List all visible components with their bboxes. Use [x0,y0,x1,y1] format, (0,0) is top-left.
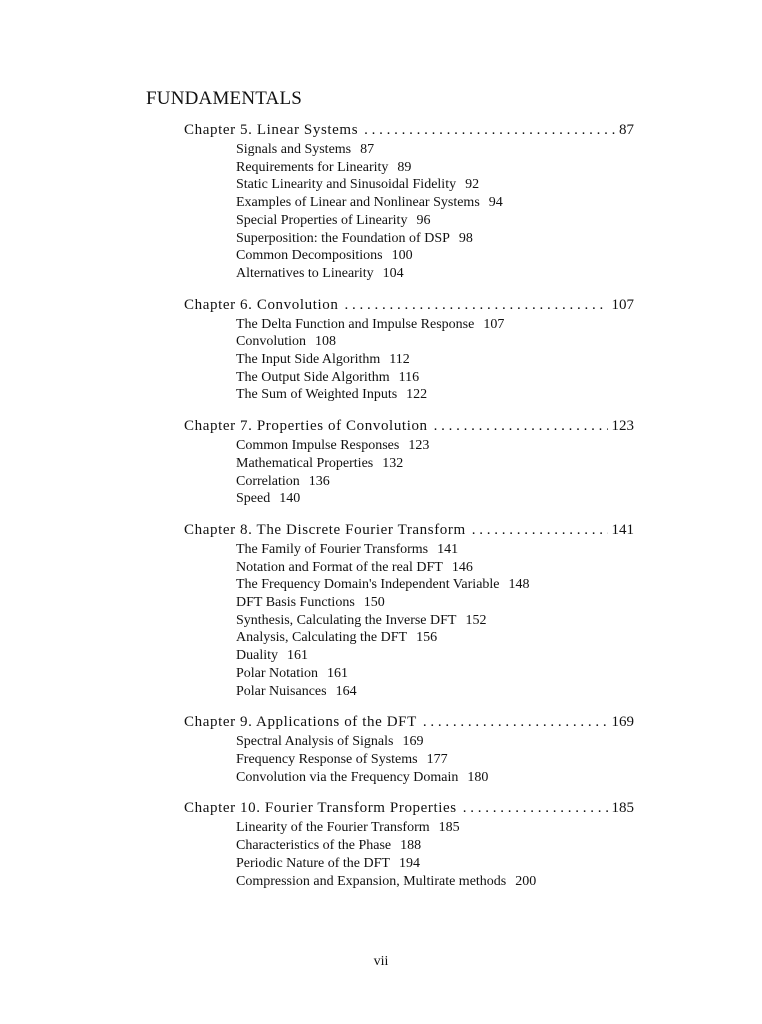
section-entry [236,594,634,612]
section-title: Duality [236,648,278,664]
section-page-number: 150 [363,595,385,611]
section-entry [236,490,634,508]
chapter-title: Chapter 9. Applications of the DFT [184,714,417,731]
table-of-contents [184,120,634,902]
section-entry [236,769,634,787]
section-title: Mathematical Properties [236,455,374,471]
chapter-title: Chapter 5. Linear Systems [184,122,359,138]
section-page-number: 108 [315,334,337,350]
section-page-number: 164 [335,683,357,699]
section-entry [236,176,634,194]
section-page-number: 169 [402,734,424,750]
dot-leader [344,295,607,316]
section-entry [236,265,634,283]
section-page-number: 200 [515,873,537,889]
section-title: Polar Notation [236,665,319,681]
section-entry [236,683,634,701]
section-entry [236,333,634,351]
section-entry [236,230,634,248]
dot-leader [423,712,608,733]
section-page-number: 152 [465,612,487,628]
section-entry [236,647,634,665]
section-page-number: 141 [437,541,459,557]
section-title: DFT Basis Functions [236,595,355,611]
section-entry [236,369,634,387]
chapter-title: Chapter 10. Fourier Transform Properties [184,800,457,817]
section-title: Correlation [236,473,300,489]
section-page-number: 161 [287,648,308,664]
section-title: Frequency Response of Systems [236,751,418,767]
dot-leader [472,520,608,541]
toc-chapter [184,416,634,508]
section-list [236,316,634,405]
section-page-number: 123 [408,438,430,454]
section-title: Spectral Analysis of Signals [236,734,394,750]
section-title: Compression and Expansion, Multirate methods [236,873,507,889]
section-list [236,733,634,786]
toc-chapter [184,798,634,890]
section-page-number: 87 [360,142,375,157]
section-page-number: 185 [438,820,460,836]
section-title: Alternatives to Linearity [236,265,374,281]
section-entry [236,247,634,265]
toc-chapter [184,712,634,786]
section-title: Common Impulse Responses [236,438,400,454]
section-page-number: 96 [416,212,431,228]
section-entry [236,612,634,630]
chapter-entry [184,520,634,541]
section-page-number: 146 [451,559,473,575]
section-title: Examples of Linear and Nonlinear Systems [236,195,480,211]
section-entry [236,212,634,230]
section-title: Convolution [236,334,307,350]
section-page-number: 194 [398,855,420,871]
section-entry [236,159,634,177]
section-title: Synthesis, Calculating the Inverse DFT [236,612,457,628]
section-entry [236,873,634,891]
section-title: Superposition: the Foundation of DSP [236,230,450,246]
section-title: The Sum of Weighted Inputs [236,387,398,403]
section-list [236,819,634,890]
chapter-page-number: 123 [611,418,634,435]
section-page-number: 98 [458,230,473,246]
section-page-number: 177 [426,751,448,767]
section-title: Periodic Nature of the DFT [236,855,390,871]
section-entry [236,437,634,455]
section-list [236,141,634,283]
section-page-number: 116 [398,369,420,385]
section-list [236,541,634,700]
section-page-number: 122 [406,387,428,403]
section-title: Notation and Format of the real DFT [236,559,443,575]
section-title: Signals and Systems [236,142,352,157]
section-entry [236,351,634,369]
section-title: The Input Side Algorithm [236,352,381,368]
section-entry [236,541,634,559]
chapter-entry [184,798,634,819]
chapter-page-number: 141 [611,521,634,538]
section-page-number: 132 [382,455,404,471]
chapter-page-number: 107 [611,296,634,313]
section-page-number: 180 [467,769,489,785]
section-title: The Delta Function and Impulse Response [236,316,475,332]
section-title: Convolution via the Frequency Domain [236,769,459,785]
section-title: Speed [236,491,271,507]
chapter-title: Chapter 7. Properties of Convolution [184,418,428,435]
chapter-page-number: 185 [611,800,634,817]
section-title: Common Decompositions [236,248,383,264]
section-title: Static Linearity and Sinusoidal Fidelity [236,177,457,193]
section-entry [236,576,634,594]
section-page-number: 94 [488,195,503,211]
section-page-number: 100 [391,248,413,264]
section-title: The Frequency Domain's Independent Variable [236,577,500,593]
section-entry [236,316,634,334]
chapter-title: Chapter 8. The Discrete Fourier Transform [184,521,466,538]
section-page-number: 112 [389,352,410,368]
section-page-number: 188 [400,838,422,854]
toc-chapter [184,120,634,283]
section-entry [236,819,634,837]
section-title: Analysis, Calculating the DFT [236,630,408,646]
page-number: vii [373,954,389,969]
chapter-entry [184,120,634,141]
section-entry [236,855,634,873]
section-entry [236,455,634,473]
section-title: The Family of Fourier Transforms [236,541,429,557]
section-entry [236,559,634,577]
section-page-number: 156 [416,630,438,646]
section-entry [236,751,634,769]
section-title: Requirements for Linearity [236,159,389,175]
section-title: Polar Nuisances [236,683,327,699]
chapter-title: Chapter 6. Convolution [184,296,339,313]
section-title: The Output Side Algorithm [236,369,390,385]
section-entry [236,473,634,491]
section-entry [236,665,634,683]
section-title: Special Properties of Linearity [236,212,408,228]
dot-leader [463,798,608,819]
section-entry [236,194,634,212]
section-entry [236,386,634,404]
section-page-number: 148 [508,577,530,593]
dot-leader [434,416,608,437]
section-page-number: 107 [483,316,505,332]
section-entry [236,837,634,855]
chapter-page-number: 169 [611,714,634,731]
section-entry [236,733,634,751]
section-page-number: 104 [382,265,404,281]
section-page-number: 136 [308,473,330,489]
section-entry [236,141,634,159]
section-title: FUNDAMENTALS [146,88,303,109]
section-list [236,437,634,508]
section-entry [236,629,634,647]
section-page-number: 89 [397,159,412,175]
chapter-entry [184,416,634,437]
chapter-entry [184,712,634,733]
section-page-number: 92 [465,177,480,193]
dot-leader [364,120,615,141]
chapter-entry [184,295,634,316]
chapter-page-number: 87 [619,122,634,138]
toc-chapter [184,295,634,405]
section-page-number: 140 [279,491,301,507]
section-title: Linearity of the Fourier Transform [236,820,430,836]
section-title: Characteristics of the Phase [236,838,392,854]
section-page-number: 161 [327,665,349,681]
toc-chapter [184,520,634,700]
